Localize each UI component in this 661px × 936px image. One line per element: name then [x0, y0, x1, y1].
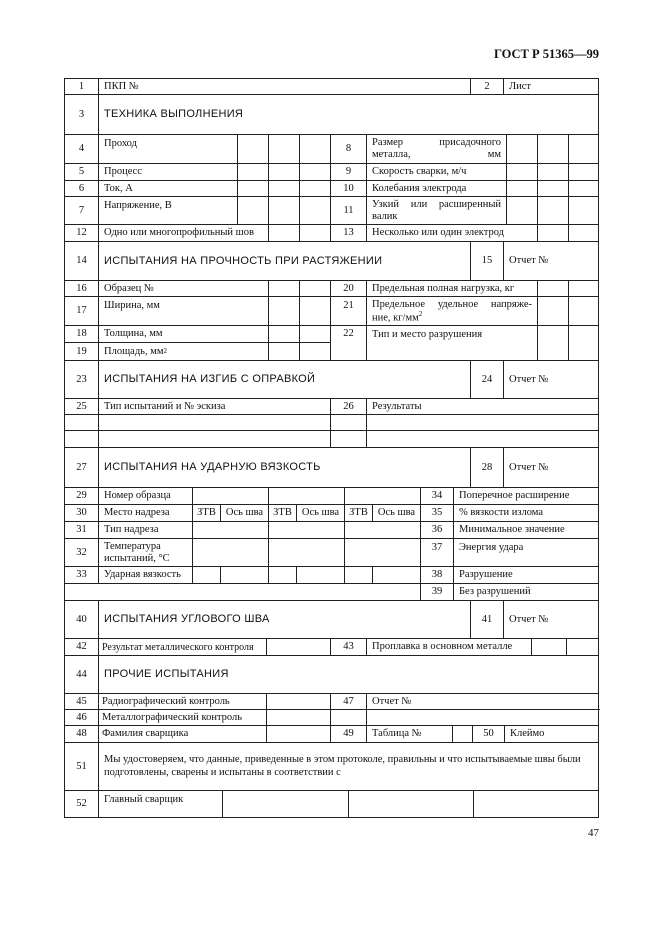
- row-number: 45: [65, 694, 99, 709]
- row-number: 37: [421, 539, 454, 566]
- radiographic-label: Радиографический контроль: [99, 694, 267, 709]
- table-number-field[interactable]: Таблица №: [367, 726, 453, 742]
- row-number: 46: [65, 710, 99, 726]
- row-number: 14: [65, 242, 99, 280]
- section-title-bend: ИСПЫТАНИЯ НА ИЗГИБ С ОПРАВКОЙ: [99, 361, 471, 398]
- toughness-input-6[interactable]: [373, 567, 421, 583]
- form-rows-18-19: [65, 326, 598, 361]
- form-row-12: [65, 225, 598, 242]
- form-row-44: [65, 656, 598, 694]
- notch-type-input-1[interactable]: [193, 522, 269, 538]
- specimen-number-input-3[interactable]: [345, 488, 421, 504]
- oscillation-input-3[interactable]: [569, 181, 600, 196]
- process-input-2[interactable]: [269, 164, 300, 180]
- toughness-input-4[interactable]: [297, 567, 345, 583]
- electrode-count-label: Несколько или один электрод: [367, 225, 538, 241]
- other-report-input[interactable]: [367, 710, 600, 726]
- form-row-4: [65, 135, 598, 164]
- section-title-impact: ИСПЫТАНИЯ НА УДАРНУЮ ВЯЗКОСТЬ: [99, 448, 471, 487]
- row-number: 32: [65, 539, 99, 566]
- filler-input-2[interactable]: [538, 135, 569, 163]
- current-label: Ток, А: [99, 181, 238, 196]
- bend-report-field[interactable]: Отчет №: [509, 373, 549, 385]
- chief-welder-signature-2[interactable]: [349, 791, 474, 817]
- metal-inspection-input[interactable]: [267, 639, 331, 655]
- speed-input-1[interactable]: [507, 164, 538, 180]
- specimen-input-2[interactable]: [300, 281, 331, 296]
- notch-type-label: Тип надреза: [99, 522, 193, 538]
- row-number: 15: [471, 242, 504, 280]
- row-number: 33: [65, 567, 99, 583]
- specimen-number-input-2[interactable]: [269, 488, 345, 504]
- bead-input-3[interactable]: [569, 197, 600, 224]
- row-number: 26: [331, 399, 367, 414]
- form-row-52: [65, 791, 598, 817]
- speed-input-3[interactable]: [569, 164, 600, 180]
- row-number: 20: [331, 281, 367, 296]
- section-title-technique: ТЕХНИКА ВЫПОЛНЕНИЯ: [104, 108, 244, 121]
- stamp-field[interactable]: Клеймо: [510, 728, 545, 740]
- row-number: 52: [65, 791, 99, 817]
- electrode-count-input-1[interactable]: [538, 225, 569, 241]
- seam-profile-label: Одно или многопрофильный шов: [99, 225, 269, 241]
- seam-profile-input-2[interactable]: [300, 225, 331, 241]
- row-number: 48: [65, 726, 99, 742]
- specimen-number-label: Номер образца: [99, 488, 193, 504]
- impact-report-field[interactable]: Отчет №: [509, 461, 549, 473]
- filler-input-1[interactable]: [507, 135, 538, 163]
- row-number: 34: [421, 488, 454, 504]
- row-number: 23: [65, 361, 99, 398]
- row-number: 11: [331, 197, 367, 224]
- ultimate-stress-line-1: Предельное удельное напряже-: [372, 299, 532, 310]
- row-number: 50: [473, 726, 505, 742]
- toughness-input-2[interactable]: [221, 567, 269, 583]
- blank-number-cell: [331, 415, 367, 430]
- row-number: 25: [65, 399, 99, 414]
- row-number: 39: [421, 584, 454, 600]
- row-number: 13: [331, 225, 367, 241]
- welder-name-input[interactable]: [267, 726, 331, 742]
- row-number: 1: [65, 79, 99, 94]
- voltage-label: Напряжение, В: [99, 197, 238, 224]
- fracture-input-2[interactable]: [569, 326, 600, 360]
- row-number: 41: [471, 601, 504, 638]
- welder-name-label: Фамилия сварщика: [99, 726, 267, 742]
- chief-welder-signature-1[interactable]: [223, 791, 349, 817]
- fillet-report-field[interactable]: Отчет №: [509, 613, 549, 625]
- row-number: 40: [65, 601, 99, 638]
- metal-inspection-label: Результат металлического контроля: [99, 639, 267, 655]
- row-number: 24: [471, 361, 504, 398]
- form-row-33: [65, 567, 598, 584]
- ultimate-load-input-2[interactable]: [569, 281, 600, 296]
- row-number: 22: [331, 326, 367, 360]
- results-label: Результаты: [372, 400, 422, 412]
- form-row-23: [65, 361, 598, 399]
- row-number: 19: [65, 343, 99, 361]
- row-number: 43: [331, 639, 367, 655]
- form-row-1: [65, 79, 598, 95]
- row-number: 27: [65, 448, 99, 487]
- row-number: 7: [65, 197, 99, 224]
- notch-zone-axis-1[interactable]: Ось шва: [221, 505, 269, 521]
- form-row-7: [65, 197, 598, 225]
- specimen-input-1[interactable]: [269, 281, 300, 296]
- form-row-30: [65, 505, 598, 522]
- section-title-fillet: ИСПЫТАНИЯ УГЛОВОГО ШВА: [99, 601, 471, 638]
- pass-label: Проход: [99, 135, 238, 163]
- metallographic-input[interactable]: [267, 710, 331, 726]
- test-type-input-1[interactable]: [99, 415, 331, 430]
- blank-number-cell: [331, 431, 367, 447]
- row-number: 36: [421, 522, 454, 538]
- blank-cell: [65, 584, 421, 600]
- impact-energy-label: Энергия удара: [459, 542, 524, 553]
- ultimate-load-input-1[interactable]: [538, 281, 569, 296]
- notch-zone-haz-1[interactable]: ЗТВ: [193, 505, 221, 521]
- row-number: 29: [65, 488, 99, 504]
- form-row-16: [65, 281, 598, 297]
- row-number: 21: [331, 297, 367, 325]
- form-row-31: [65, 522, 598, 539]
- form-row-5: [65, 164, 598, 181]
- chief-welder-label: Главный сварщик: [99, 791, 223, 817]
- pass-input-2[interactable]: [269, 135, 300, 163]
- temperature-input-1[interactable]: [193, 539, 269, 566]
- thickness-input-1[interactable]: [269, 326, 300, 342]
- seam-profile-input-1[interactable]: [269, 225, 300, 241]
- penetration-label: Проплавка в основном металле: [367, 639, 532, 655]
- notch-zone-haz-2[interactable]: ЗТВ: [269, 505, 297, 521]
- row-number: 16: [65, 281, 99, 296]
- form-row-3: [65, 95, 598, 135]
- lateral-expansion-label: Поперечное расширение: [459, 490, 570, 502]
- fracture-input-1[interactable]: [538, 326, 569, 360]
- thickness-label: Толщина, мм: [99, 326, 269, 342]
- toughness-input-3[interactable]: [269, 567, 297, 583]
- width-label: Ширина, мм: [99, 297, 269, 325]
- toughness-input-1[interactable]: [193, 567, 221, 583]
- oscillation-input-1[interactable]: [507, 181, 538, 196]
- process-label: Процесс: [99, 164, 238, 180]
- impact-toughness-label: Ударная вязкость: [99, 567, 193, 583]
- voltage-input-3[interactable]: [300, 197, 331, 224]
- test-temperature-label: Температура испытаний, °С: [99, 539, 193, 566]
- form-row-48: [65, 726, 598, 743]
- penetration-input-1[interactable]: [532, 639, 567, 655]
- filler-input-3[interactable]: [569, 135, 600, 163]
- bead-input-2[interactable]: [538, 197, 569, 224]
- certification-statement: Мы удостоверяем, что данные, приведенные в этом протоколе, правильны и что испытываемые швы были подготовлены, сварены и испытаны в соответствии с: [104, 754, 581, 778]
- process-input-3[interactable]: [300, 164, 331, 180]
- row-47: [331, 694, 600, 710]
- fracture-type-label: Тип и место разрушения: [367, 326, 538, 360]
- table-number-input[interactable]: [453, 726, 473, 742]
- form-row-42: [65, 639, 598, 656]
- results-input-2[interactable]: [367, 431, 600, 447]
- process-input-1[interactable]: [238, 164, 269, 180]
- pass-input-1[interactable]: [238, 135, 269, 163]
- page-number: 47: [588, 827, 599, 839]
- specimen-label: Образец №: [99, 281, 269, 296]
- section-title-other: ПРОЧИЕ ИСПЫТАНИЯ: [104, 668, 229, 681]
- row-number: 31: [65, 522, 99, 538]
- specimen-number-input-1[interactable]: [193, 488, 269, 504]
- toughness-input-5[interactable]: [345, 567, 373, 583]
- standard-number: ГОСТ Р 51365—99: [493, 47, 599, 61]
- bead-input-1[interactable]: [507, 197, 538, 224]
- no-fracture-label: Без разрушений: [459, 586, 531, 598]
- ultimate-stress-line-2: ние, $кг/мм^2$: [372, 309, 423, 324]
- row-number: 8: [331, 135, 367, 163]
- form-row-40: [65, 601, 598, 639]
- ultimate-stress-input-1[interactable]: [538, 297, 569, 325]
- notch-zone-haz-3[interactable]: ЗТВ: [345, 505, 373, 521]
- form-row-32: [65, 539, 598, 567]
- bend-blank-row-2: [65, 431, 598, 448]
- area-label: Площадь, мм 2: [99, 343, 269, 361]
- ultimate-load-label: Предельная полная нагрузка, кг: [367, 281, 538, 296]
- ultimate-stress-label: [367, 297, 538, 325]
- other-report-field[interactable]: Отчет №: [372, 695, 412, 707]
- row-number: 2: [471, 79, 504, 94]
- sheet-field[interactable]: Лист: [509, 80, 531, 92]
- voltage-input-1[interactable]: [238, 197, 269, 224]
- speed-input-2[interactable]: [538, 164, 569, 180]
- notch-type-input-2[interactable]: [269, 522, 345, 538]
- bend-blank-row-1: [65, 415, 598, 431]
- area-input-2[interactable]: [300, 343, 331, 361]
- width-input-2[interactable]: [300, 297, 331, 325]
- area-input-1[interactable]: [269, 343, 300, 361]
- notch-location-label: Место надреза: [99, 505, 193, 521]
- row-number: 30: [65, 505, 99, 521]
- chief-welder-signature-3[interactable]: [474, 791, 600, 817]
- row-number: 9: [331, 164, 367, 180]
- metallographic-label: Металлографический контроль: [99, 710, 267, 726]
- pkp-number-field[interactable]: ПКП №: [99, 79, 471, 94]
- form-row-29: [65, 488, 598, 505]
- form-row-17: [65, 297, 598, 326]
- row-number: 42: [65, 639, 99, 655]
- row-number: 44: [65, 656, 99, 693]
- row-number: 12: [65, 225, 99, 241]
- minimum-value-label: Минимальное значение: [459, 524, 565, 536]
- row-number: 38: [421, 567, 454, 583]
- form-row-51: [65, 743, 598, 791]
- fracture-label: Разрушение: [459, 569, 513, 581]
- test-type-input-2[interactable]: [99, 431, 331, 447]
- blank-number-cell: [331, 710, 367, 726]
- voltage-input-2[interactable]: [269, 197, 300, 224]
- notch-zone-axis-2[interactable]: Ось шва: [297, 505, 345, 521]
- form-row-25: [65, 399, 598, 415]
- fracture-toughness-label: % вязкости излома: [459, 507, 544, 519]
- row-number: 47: [331, 694, 367, 709]
- blank-number-cell: [65, 431, 99, 447]
- row-number: 51: [65, 743, 99, 790]
- current-input-2[interactable]: [269, 181, 300, 196]
- penetration-input-2[interactable]: [567, 639, 600, 655]
- form-rows-45-46: [65, 694, 598, 726]
- current-input-1[interactable]: [238, 181, 269, 196]
- blank-number-cell: [65, 415, 99, 430]
- form-row-14: [65, 242, 598, 281]
- form-row-27: [65, 448, 598, 488]
- form-row-39: [65, 584, 598, 601]
- oscillation-input-2[interactable]: [538, 181, 569, 196]
- electrode-count-input-2[interactable]: [569, 225, 600, 241]
- section-title-tensile: ИСПЫТАНИЯ НА ПРОЧНОСТЬ ПРИ РАСТЯЖЕНИИ: [99, 242, 471, 280]
- row-number: 18: [65, 326, 99, 342]
- row-45: [65, 694, 331, 710]
- ultimate-stress-input-2[interactable]: [569, 297, 600, 325]
- row-number: 3: [65, 95, 99, 134]
- row-18: [65, 326, 331, 343]
- row-46: [65, 710, 331, 726]
- pass-input-3[interactable]: [300, 135, 331, 163]
- row-number: 5: [65, 164, 99, 180]
- notch-type-input-3[interactable]: [345, 522, 421, 538]
- filler-size-label: Размер присадочного металла, мм: [367, 135, 507, 163]
- tensile-report-field[interactable]: Отчет №: [509, 255, 549, 267]
- notch-zone-axis-3[interactable]: Ось шва: [373, 505, 421, 521]
- bead-type-label: Узкий или расширенный валик: [367, 197, 507, 224]
- test-type-label: Тип испытаний и № эскиза: [99, 399, 331, 414]
- row-47-blank: [331, 710, 600, 726]
- row-number: 10: [331, 181, 367, 196]
- row-number: 4: [65, 135, 99, 163]
- width-input-1[interactable]: [269, 297, 300, 325]
- form-row-6: [65, 181, 598, 197]
- row-number: 17: [65, 297, 99, 325]
- temperature-input-2[interactable]: [269, 539, 345, 566]
- current-input-3[interactable]: [300, 181, 331, 196]
- welding-protocol-form: [64, 78, 599, 818]
- results-input-1[interactable]: [367, 415, 600, 430]
- row-number: 6: [65, 181, 99, 196]
- row-number: 35: [421, 505, 454, 521]
- temperature-input-3[interactable]: [345, 539, 421, 566]
- row-number: 49: [331, 726, 367, 742]
- row-19: [65, 343, 331, 361]
- weld-speed-label: Скорость сварки, м/ч: [367, 164, 507, 180]
- radiographic-input[interactable]: [267, 694, 331, 709]
- row-number: 28: [471, 448, 504, 487]
- electrode-oscillation-label: Колебания электрода: [367, 181, 507, 196]
- thickness-input-2[interactable]: [300, 326, 331, 342]
